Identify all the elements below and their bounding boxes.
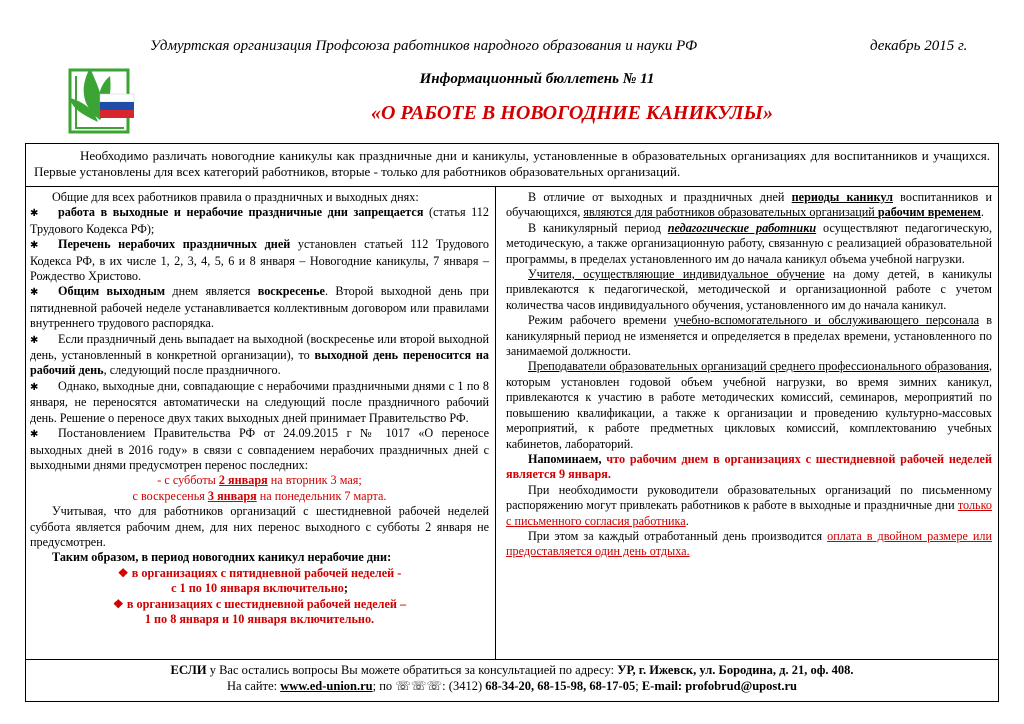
summary-heading: Таким образом, в период новогодних каникул нерабочие дни: bbox=[52, 550, 392, 565]
summary-five-day: ❖ в организациях с пятидневной рабочей неделей - bbox=[117, 565, 402, 580]
bulletin-number: Информационный бюллетень № 11 bbox=[419, 71, 655, 87]
six-day-note: Учитывая, что для работников организаций с шестидневной рабочей неделей суббота является рабочим днем, для них перенос выходного с субботы 2 января не предусмотрен. bbox=[30, 504, 489, 549]
contact-footer bbox=[26, 659, 998, 701]
email-link[interactable]: E-mail: profobrud@upost.ru bbox=[641, 679, 797, 693]
star-bullet-icon: ✱ bbox=[30, 240, 39, 252]
footer-contacts-line: На сайте: www.ed-union.ru; по ☏☏☏: (3412) 68-34-20, 68-15-98, 68-17-05; E-mail: profobrud@upost.ru bbox=[226, 679, 797, 693]
support-staff: Режим рабочего времени учебно-вспомогательного и обслуживающего персонала в каникулярный период не изменяется и определяется в пределах времени, установленного по занимаемой должности. bbox=[506, 313, 992, 359]
rule-5: ✱ Однако, выходные дни, совпадающие с нерабочими праздничными днями с 1 по 8 января, не переносятся автоматически на следующий после праздничного рабочий день. Решение о переносе двух таких выходных дней принимает Правительство РФ. bbox=[30, 378, 489, 425]
issue-date: декабрь 2015 г. bbox=[870, 38, 968, 54]
transfer-1: - с субботы 2 января на вторник 3 мая; bbox=[157, 473, 362, 488]
diamond-bullet-icon: ❖ bbox=[117, 565, 132, 580]
star-bullet-icon: ✱ bbox=[30, 208, 39, 220]
star-bullet-icon: ✱ bbox=[30, 429, 39, 441]
page-title: «О РАБОТЕ В НОВОГОДНИЕ КАНИКУЛЫ» bbox=[370, 102, 774, 124]
vacation-periods: В отличие от выходных и праздничных дней периоды каникул воспитанников и обучающихся, являются для работников образовательных организаций рабочим временем. bbox=[506, 190, 992, 220]
summary-six-day: ❖ в организациях с шестидневной рабочей неделей – bbox=[112, 596, 407, 611]
star-bullet-icon: ✱ bbox=[30, 381, 39, 393]
written-consent: При необходимости руководители образовательных организаций по письменному распоряжению могут привлекать работников к работе в выходные и праздничные дни только с письменного согласия работника. bbox=[506, 482, 992, 528]
intro-paragraph bbox=[26, 144, 998, 187]
rule-4: ✱ Если праздничный день выпадает на выходной (воскресенье или второй выходной день, установленный в конкретной организации), то выходной день переносится на рабочий день, следующий после праздничного. bbox=[30, 331, 490, 378]
rule-1: ✱ работа в выходные и нерабочие праздничные дни запрещается (статья 112 Трудового Кодекса РФ); bbox=[30, 205, 489, 236]
profsoyuz-logo-icon bbox=[40, 50, 150, 140]
intro-text: Необходимо различать новогодние каникулы как праздничные дни и каникулы, установленные в образовательных организациях для воспитанников и учащихся. Первые установлены для всех категорий работников, вторые - только для работников образовательных организаций. bbox=[34, 148, 990, 179]
right-column bbox=[496, 187, 998, 659]
rule-6: ✱ Постановлением Правительства РФ от 24.09.2015 г № 1017 «О переносе выходных дней в 2016 году» в связи с совпадением нерабочих праздничных дней с выходными днями предусмотрен перенос последних: bbox=[30, 426, 489, 472]
star-bullet-icon: ✱ bbox=[30, 334, 39, 346]
college-teachers: Преподаватели образовательных организаций среднего профессионального образования, которым установлен годовой объем учебной нагрузки, во время зимних каникул, привлекаются к участию в работе методических комиссий, семинаров, мероприятий по повышению квалификации, а также к организации и проведению культурно-массовых мероприятий, к работе предметных цикловых комиссий, комплектованию учебных кабинетов, лабораторий. bbox=[506, 359, 992, 451]
teachers-duties: В каникулярный период педагогические работники осуществляют педагогическую, методическую, а также организационную работу, связанную с реализацией образовательной программы, в пределах установленного им до начала каникул объема учебной нагрузки. bbox=[506, 220, 992, 266]
individual-teachers: Учителя, осуществляющие индивидуальное обучение на дому детей, в каникулы привлекаются к педагогической, методической и организационной работе с учетом количества часов индивидуального обучения, установленного им до начала каникул. bbox=[506, 267, 992, 312]
rule-3: ✱ Общим выходным днем является воскресенье. Второй выходной день при пятидневной рабочей неделе устанавливается коллективным договором или правилами внутреннего трудового распорядка. bbox=[30, 284, 489, 331]
transfer-2: с воскресенья 3 января на понедельник 7 марта. bbox=[132, 488, 387, 503]
footer-address-line: ЕСЛИ у Вас остались вопросы Вы можете обратиться за консультацией по адресу: УР, г. Ижевск, ул. Бородина, д. 21, оф. 408. bbox=[170, 663, 854, 677]
double-pay: При этом за каждый отработанный день производится оплата в двойном размере или предоставляется один день отдыха. bbox=[506, 528, 992, 559]
summary-five-day-dates: с 1 по 10 января включительно; bbox=[171, 581, 348, 596]
summary-six-day-dates: 1 по 8 января и 10 января включительно. bbox=[144, 611, 375, 626]
website-link[interactable]: www.ed-union.ru bbox=[280, 679, 373, 693]
left-column bbox=[26, 187, 496, 659]
content-table bbox=[25, 143, 999, 702]
organization-name: Удмуртская организация Профсоюза работников народного образования и науки РФ bbox=[150, 38, 698, 54]
reminder: Напоминаем, что рабочим днем в организациях с шестидневной рабочей неделей является 9 января. bbox=[506, 451, 992, 482]
left-lead: Общие для всех работников правила о праздничных и выходных днях: bbox=[52, 190, 419, 204]
diamond-bullet-icon: ❖ bbox=[112, 596, 127, 611]
star-bullet-icon: ✱ bbox=[30, 287, 39, 299]
rule-2: ✱ Перечень нерабочих праздничных дней установлен статьей 112 Трудового Кодекса РФ, в их числе 1, 2, 3, 4, 5, 6 и 8 января – Новогодние каникулы, 7 января – Рождество Христово. bbox=[30, 237, 489, 284]
